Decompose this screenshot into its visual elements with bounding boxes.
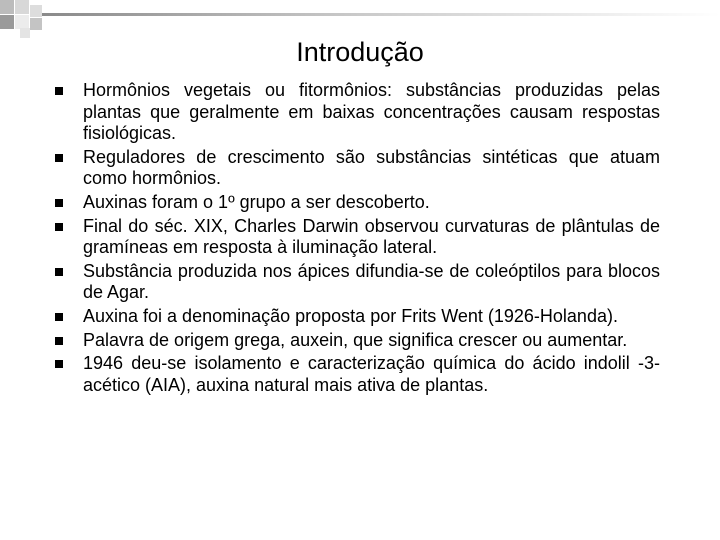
bullet-text: Hormônios vegetais ou fitormônios: substâncias produzidas pelas plantas que geralmente em baixas concentrações causam respostas fisiológicas. [83, 80, 660, 144]
deco-line [42, 13, 720, 16]
bullet-item [54, 192, 660, 214]
bullet-text: Auxina foi a denominação proposta por Frits Went (1926-Holanda). [83, 305, 618, 326]
bullet-text: Substância produzida nos ápices difundia-se de coleóptilos para blocos de Agar. [83, 260, 660, 303]
bullet-item [54, 216, 660, 259]
bullet-list [54, 80, 660, 398]
square-bullet-icon [55, 87, 63, 95]
square-bullet-icon [55, 337, 63, 345]
bullet-item [54, 147, 660, 190]
deco-square-2 [15, 0, 29, 14]
bullet-item [54, 306, 660, 328]
bullet-text: Reguladores de crescimento são substâncias sintéticas que atuam como hormônios. [83, 146, 660, 189]
square-bullet-icon [55, 223, 63, 231]
deco-square-4 [15, 15, 29, 29]
square-bullet-icon [55, 313, 63, 321]
bullet-text: Palavra de origem grega, auxein, que significa crescer ou aumentar. [83, 329, 628, 350]
deco-square-1 [0, 0, 14, 14]
deco-square-5 [30, 5, 42, 17]
deco-square-3 [0, 15, 14, 29]
bullet-item [54, 261, 660, 304]
bullet-text: Final do séc. XIX, Charles Darwin observou curvaturas de plântulas de gramíneas em resposta à iluminação lateral. [83, 215, 660, 258]
bullet-item [54, 80, 660, 145]
square-bullet-icon [55, 268, 63, 276]
bullet-item [54, 330, 660, 352]
bullet-text: 1946 deu-se isolamento e caracterização química do ácido indolil -3- acético (AIA), auxina natural mais ativa de plantas. [83, 353, 660, 395]
square-bullet-icon [55, 154, 63, 162]
square-bullet-icon [55, 199, 63, 207]
bullet-item [54, 353, 660, 396]
square-bullet-icon [55, 360, 63, 368]
deco-square-6 [30, 18, 42, 30]
slide-title: Introdução [296, 37, 424, 67]
bullet-text: Auxinas foram o 1º grupo a ser descoberto. [83, 191, 430, 212]
